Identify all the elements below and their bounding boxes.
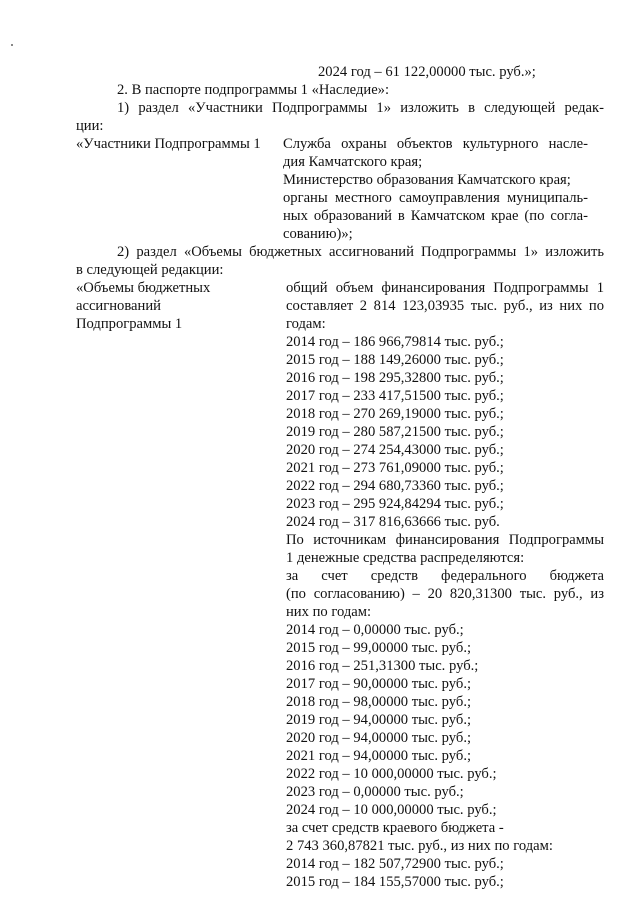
federal-year-row: 2018 год – 98,00000 тыс. руб.; <box>286 694 472 710</box>
participants-line: сованию)»; <box>283 226 353 242</box>
participants-label: «Участники Подпрограммы 1 <box>76 136 261 152</box>
regional-line: 2 743 360,87821 тыс. руб., из них по годам: <box>286 838 553 854</box>
total-year-row: 2022 год – 294 680,73360 тыс. руб.; <box>286 478 504 494</box>
participants-line: Министерство образования Камчатского края; <box>283 172 571 188</box>
item-2-1-line-1: 1) раздел «Участники Подпрограммы 1» изложить в следующей редак- <box>117 100 604 116</box>
federal-year-row: 2021 год – 94,00000 тыс. руб.; <box>286 748 472 764</box>
regional-year-row: 2014 год – 182 507,72900 тыс. руб.; <box>286 856 504 872</box>
volumes-label: Подпрограммы 1 <box>76 316 183 332</box>
total-year-row: 2019 год – 280 587,21500 тыс. руб.; <box>286 424 504 440</box>
total-year-row: 2023 год – 295 924,84294 тыс. руб.; <box>286 496 504 512</box>
total-year-row: 2014 год – 186 966,79814 тыс. руб.; <box>286 334 504 350</box>
federal-year-row: 2016 год – 251,31300 тыс. руб.; <box>286 658 479 674</box>
federal-line: (по согласованию) – 20 820,31300 тыс. руб., из <box>286 586 604 602</box>
participants-line: дия Камчатского края; <box>283 154 423 170</box>
total-year-row: 2017 год – 233 417,51500 тыс. руб.; <box>286 388 504 404</box>
federal-year-row: 2019 год – 94,00000 тыс. руб.; <box>286 712 472 728</box>
federal-year-row: 2022 год – 10 000,00000 тыс. руб.; <box>286 766 497 782</box>
volumes-label: ассигнований <box>76 298 161 314</box>
participants-line: ных образований в Камчатском крае (по согла- <box>283 208 588 224</box>
federal-year-row: 2014 год – 0,00000 тыс. руб.; <box>286 622 464 638</box>
total-year-row: 2015 год – 188 149,26000 тыс. руб.; <box>286 352 504 368</box>
federal-year-row: 2024 год – 10 000,00000 тыс. руб.; <box>286 802 497 818</box>
sources-line: По источникам финансирования Подпрограммы <box>286 532 604 548</box>
sources-line: 1 денежные средства распределяются: <box>286 550 525 566</box>
federal-year-row: 2017 год – 90,00000 тыс. руб.; <box>286 676 472 692</box>
participants-line: Служба охраны объектов культурного насле- <box>283 136 588 152</box>
item-2-2-line-2: в следующей редакции: <box>76 262 224 278</box>
total-year-row: 2024 год – 317 816,63666 тыс. руб. <box>286 514 500 530</box>
year-line-2024: 2024 год – 61 122,00000 тыс. руб.»; <box>318 64 536 80</box>
item-2-heading: 2. В паспорте подпрограммы 1 «Наследие»: <box>117 82 390 98</box>
total-year-row: 2021 год – 273 761,09000 тыс. руб.; <box>286 460 504 476</box>
item-2-2-line-1: 2) раздел «Объемы бюджетных ассигнований Подпрограммы 1» изложить <box>117 244 604 260</box>
federal-year-row: 2015 год – 99,00000 тыс. руб.; <box>286 640 472 656</box>
volumes-label: «Объемы бюджетных <box>76 280 211 296</box>
total-funding-line: годам: <box>286 316 326 332</box>
federal-line: за счет средств федерального бюджета <box>286 568 604 584</box>
item-2-1-line-2: ции: <box>76 118 104 134</box>
total-year-row: 2016 год – 198 295,32800 тыс. руб.; <box>286 370 504 386</box>
total-year-row: 2018 год – 270 269,19000 тыс. руб.; <box>286 406 504 422</box>
regional-line: за счет средств краевого бюджета - <box>286 820 504 836</box>
scan-dot <box>11 44 13 46</box>
total-funding-line: общий объем финансирования Подпрограммы 1 <box>286 280 604 296</box>
federal-year-row: 2020 год – 94,00000 тыс. руб.; <box>286 730 472 746</box>
regional-year-row: 2015 год – 184 155,57000 тыс. руб.; <box>286 874 504 890</box>
total-funding-line: составляет 2 814 123,03935 тыс. руб., из них по <box>286 298 604 314</box>
participants-line: органы местного самоуправления муниципаль- <box>283 190 588 206</box>
total-year-row: 2020 год – 274 254,43000 тыс. руб.; <box>286 442 504 458</box>
federal-line: них по годам: <box>286 604 372 620</box>
federal-year-row: 2023 год – 0,00000 тыс. руб.; <box>286 784 464 800</box>
